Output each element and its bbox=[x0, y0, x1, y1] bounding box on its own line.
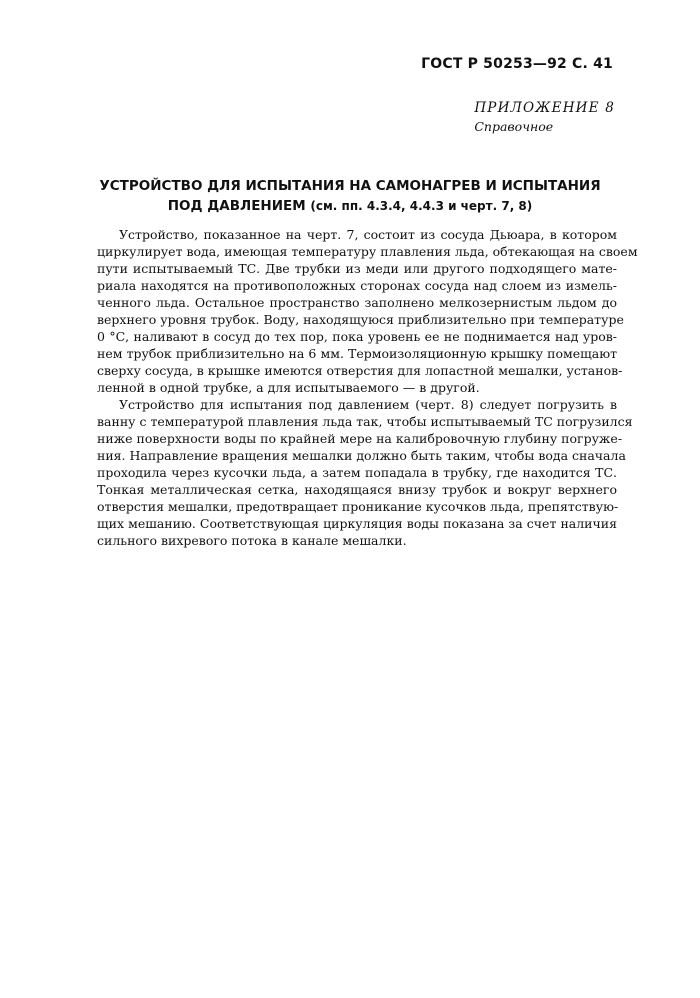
paragraph-line: отверстия мешалки, предотвращает проникание кусочков льда, препятствую- bbox=[97, 499, 619, 514]
section-title-main: ПОД ДАВЛЕНИЕМ bbox=[167, 198, 306, 214]
paragraph-line: сверху сосуда, в крышке имеются отверстия для лопастной мешалки, установ- bbox=[97, 363, 623, 378]
section-title bbox=[60, 176, 640, 216]
paragraph-line: ния. Направление вращения мешалки должно быть таким, чтобы вода сначала bbox=[97, 448, 626, 463]
section-title-line-1: УСТРОЙСТВО ДЛЯ ИСПЫТАНИЯ НА САМОНАГРЕВ И ИСПЫТАНИЯ bbox=[99, 178, 601, 194]
paragraph-line: ниже поверхности воды по крайней мере на калибровочную глубину погруже- bbox=[97, 431, 623, 446]
section-title-reference: (см. пп. 4.3.4, 4.4.3 и черт. 7, 8) bbox=[310, 199, 533, 213]
paragraph-line: верхнего уровня трубок. Воду, находящуюся приблизительно при температуре bbox=[97, 312, 624, 327]
paragraph-line: нем трубок приблизительно на 6 мм. Термоизоляционную крышку помещают bbox=[97, 346, 617, 361]
paragraph-line: риала находятся на противоположных сторонах сосуда над слоем из измель- bbox=[97, 278, 617, 293]
paragraph-line: ванну с температурой плавления льда так, чтобы испытываемый ТС погрузился bbox=[97, 414, 633, 429]
paragraph-line: Устройство, показанное на черт. 7, состоит из сосуда Дьюара, в котором bbox=[119, 227, 617, 242]
paragraph-line: ченного льда. Остальное пространство заполнено мелкозернистым льдом до bbox=[97, 295, 617, 310]
paragraph-line: ленной в одной трубке, а для испытываемого — в другой. bbox=[97, 380, 480, 395]
paragraph-line: циркулирует вода, имеющая температуру плавления льда, обтекающая на своем bbox=[97, 244, 638, 259]
paragraph-line: 0 °С, наливают в сосуд до тех пор, пока уровень ее не поднимается над уров- bbox=[97, 329, 617, 344]
body-text bbox=[97, 226, 638, 549]
paragraph-line: сильного вихревого потока в канале мешалки. bbox=[97, 533, 407, 548]
paragraph-line: Тонкая металлическая сетка, находящаяся внизу трубок и вокруг верхнего bbox=[97, 482, 617, 497]
paragraph-line: щих мешанию. Соответствующая циркуляция воды показана за счет наличия bbox=[97, 516, 617, 531]
paragraph-line: проходила через кусочки льда, а затем попадала в трубку, где находится ТС. bbox=[97, 465, 617, 480]
appendix-subtitle: Справочное bbox=[474, 119, 554, 134]
appendix-title: ПРИЛОЖЕНИЕ 8 bbox=[474, 100, 615, 116]
section-title-line-2 bbox=[60, 196, 640, 216]
paragraph-1 bbox=[97, 226, 638, 396]
page-header-standard: ГОСТ Р 50253—92 С. 41 bbox=[421, 56, 613, 72]
paragraph-line: Устройство для испытания под давлением (черт. 8) следует погрузить в bbox=[119, 397, 617, 412]
paragraph-2 bbox=[97, 396, 633, 549]
appendix-block bbox=[474, 100, 615, 134]
paragraph-line: пути испытываемый ТС. Две трубки из меди или другого подходящего мате- bbox=[97, 261, 617, 276]
